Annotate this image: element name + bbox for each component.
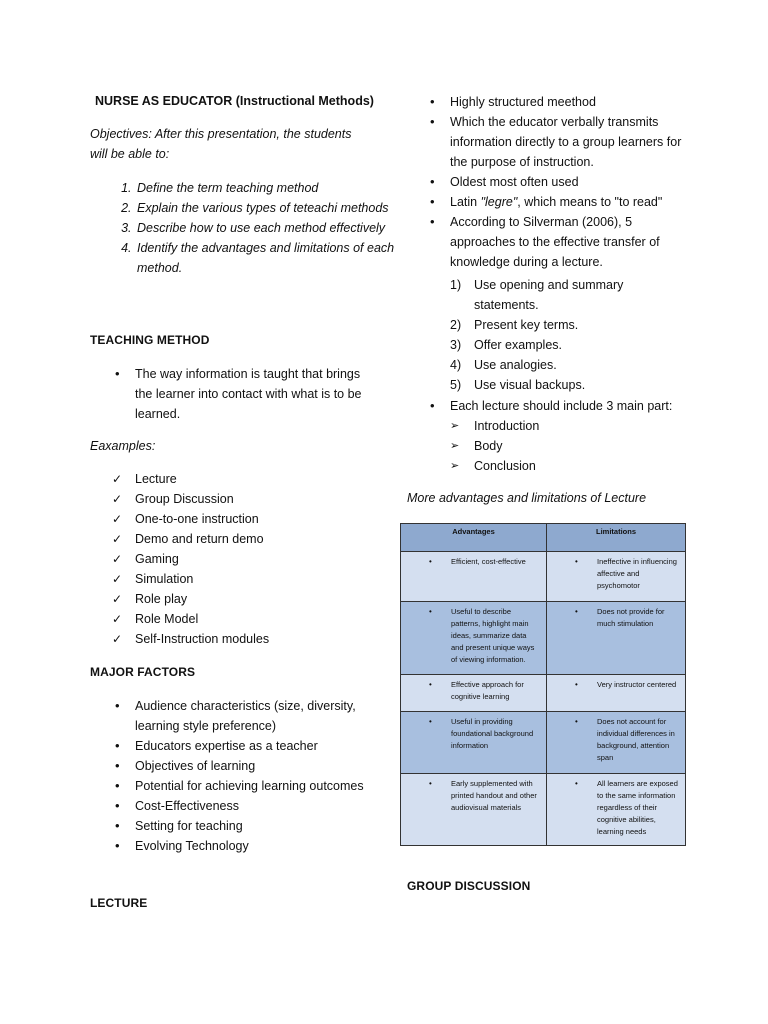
table-row bbox=[401, 675, 686, 712]
list-item: ✓ Role play bbox=[90, 589, 370, 609]
teaching-method-heading: TEACHING METHOD bbox=[90, 333, 210, 347]
list-item: ➢ Introduction bbox=[400, 416, 690, 436]
table-cell: • Ineffective in influencing affective and psychomotor bbox=[547, 556, 679, 592]
document-title: NURSE AS EDUCATOR (Instructional Methods) bbox=[95, 94, 374, 108]
list-item: • Educators expertise as a teacher bbox=[90, 736, 375, 756]
list-item: 2) Present key terms. bbox=[450, 318, 579, 332]
lecture-list bbox=[405, 92, 690, 272]
advantages-limitations-table bbox=[400, 523, 686, 846]
list-item: ✓ Simulation bbox=[90, 569, 370, 589]
table-row bbox=[401, 712, 686, 774]
table-header-advantages: Advantages bbox=[401, 524, 547, 552]
list-item: ➢ Conclusion bbox=[400, 456, 690, 476]
list-item: 5) Use visual backups. bbox=[450, 378, 586, 392]
list-item: ✓ Gaming bbox=[90, 549, 370, 569]
approaches-list bbox=[400, 275, 690, 395]
table-cell: • Early supplemented with printed handout and other audiovisual materials bbox=[401, 778, 540, 814]
major-factors-heading: MAJOR FACTORS bbox=[90, 665, 196, 679]
table-cell: • Does not account for individual differences in background, attention span bbox=[547, 716, 679, 764]
list-item: • The way information is taught that brings the learner into contact with what is to be learned. bbox=[90, 364, 365, 424]
lecture-parts-list bbox=[400, 416, 690, 476]
list-item: ➢ Body bbox=[400, 436, 690, 456]
table-cell: • Does not provide for much stimulation bbox=[547, 606, 679, 630]
list-item: • Objectives of learning bbox=[90, 756, 375, 776]
list-item: • Which the educator verbally transmits information directly to a group learners for the purpose of instruction. bbox=[405, 112, 690, 172]
list-item: • According to Silverman (2006), 5 approaches to the effective transfer of knowledge during a lecture. bbox=[405, 212, 690, 272]
list-item: • Cost-Effectiveness bbox=[90, 796, 375, 816]
list-item: ✓ Lecture bbox=[90, 469, 370, 489]
list-item: • Oldest most often used bbox=[405, 172, 690, 192]
major-factors-list bbox=[90, 696, 375, 856]
list-item: ✓ Demo and return demo bbox=[90, 529, 370, 549]
examples-label: Eaxamples: bbox=[90, 439, 156, 453]
list-item: • Potential for achieving learning outcomes bbox=[90, 776, 375, 796]
objectives-list bbox=[90, 178, 425, 278]
table-row bbox=[401, 602, 686, 675]
list-item: • Evolving Technology bbox=[90, 836, 375, 856]
table-caption: More advantages and limitations of Lecture bbox=[407, 491, 647, 505]
table-cell: • Efficient, cost-effective bbox=[401, 556, 540, 568]
teaching-method-list bbox=[90, 364, 365, 424]
table-cell: • Effective approach for cognitive learning bbox=[401, 679, 540, 703]
list-item: 1) Use opening and summary statements. bbox=[450, 278, 624, 312]
table-header-limitations: Limitations bbox=[547, 524, 686, 552]
table-cell: • Useful in providing foundational background information bbox=[401, 716, 540, 752]
list-item: • Highly structured meethod bbox=[405, 92, 690, 112]
list-item: ✓ Group Discussion bbox=[90, 489, 370, 509]
list-item: 4) Use analogies. bbox=[450, 358, 557, 372]
table-cell: • Very instructor centered bbox=[547, 679, 679, 691]
objectives-intro: Objectives: After this presentation, the students will be able to: bbox=[90, 127, 352, 161]
lecture-heading: LECTURE bbox=[90, 896, 148, 910]
table-row bbox=[401, 552, 686, 602]
lecture-parts-intro-list bbox=[405, 396, 695, 416]
group-discussion-heading: GROUP DISCUSSION bbox=[407, 879, 531, 893]
list-item: • Setting for teaching bbox=[90, 816, 375, 836]
list-item: • Audience characteristics (size, diversity, learning style preference) bbox=[90, 696, 375, 736]
table-cell: • Useful to describe patterns, highlight main ideas, summarize data and present unique ways of viewing information. bbox=[401, 606, 540, 666]
table-row bbox=[401, 774, 686, 846]
examples-list bbox=[90, 469, 370, 649]
objective-item: 2. Explain the various types of teteachi methods bbox=[135, 198, 425, 218]
list-item: ✓ Role Model bbox=[90, 609, 370, 629]
list-item-latin: • Latin "legre", which means to "to read" bbox=[405, 192, 690, 212]
table-cell: • All learners are exposed to the same information regardless of their cognitive abilities, learning needs bbox=[547, 778, 679, 838]
list-item: • Each lecture should include 3 main part: bbox=[405, 396, 695, 416]
latin-word: "legre" bbox=[480, 195, 518, 209]
list-item: 3) Offer examples. bbox=[450, 338, 563, 352]
objective-item: 1. Define the term teaching method bbox=[135, 178, 425, 198]
objective-item: 3. Describe how to use each method effectively bbox=[135, 218, 425, 238]
list-item: ✓ Self-Instruction modules bbox=[90, 629, 370, 649]
objective-item: 4. Identify the advantages and limitations of each method. bbox=[135, 238, 425, 278]
list-item: ✓ One-to-one instruction bbox=[90, 509, 370, 529]
